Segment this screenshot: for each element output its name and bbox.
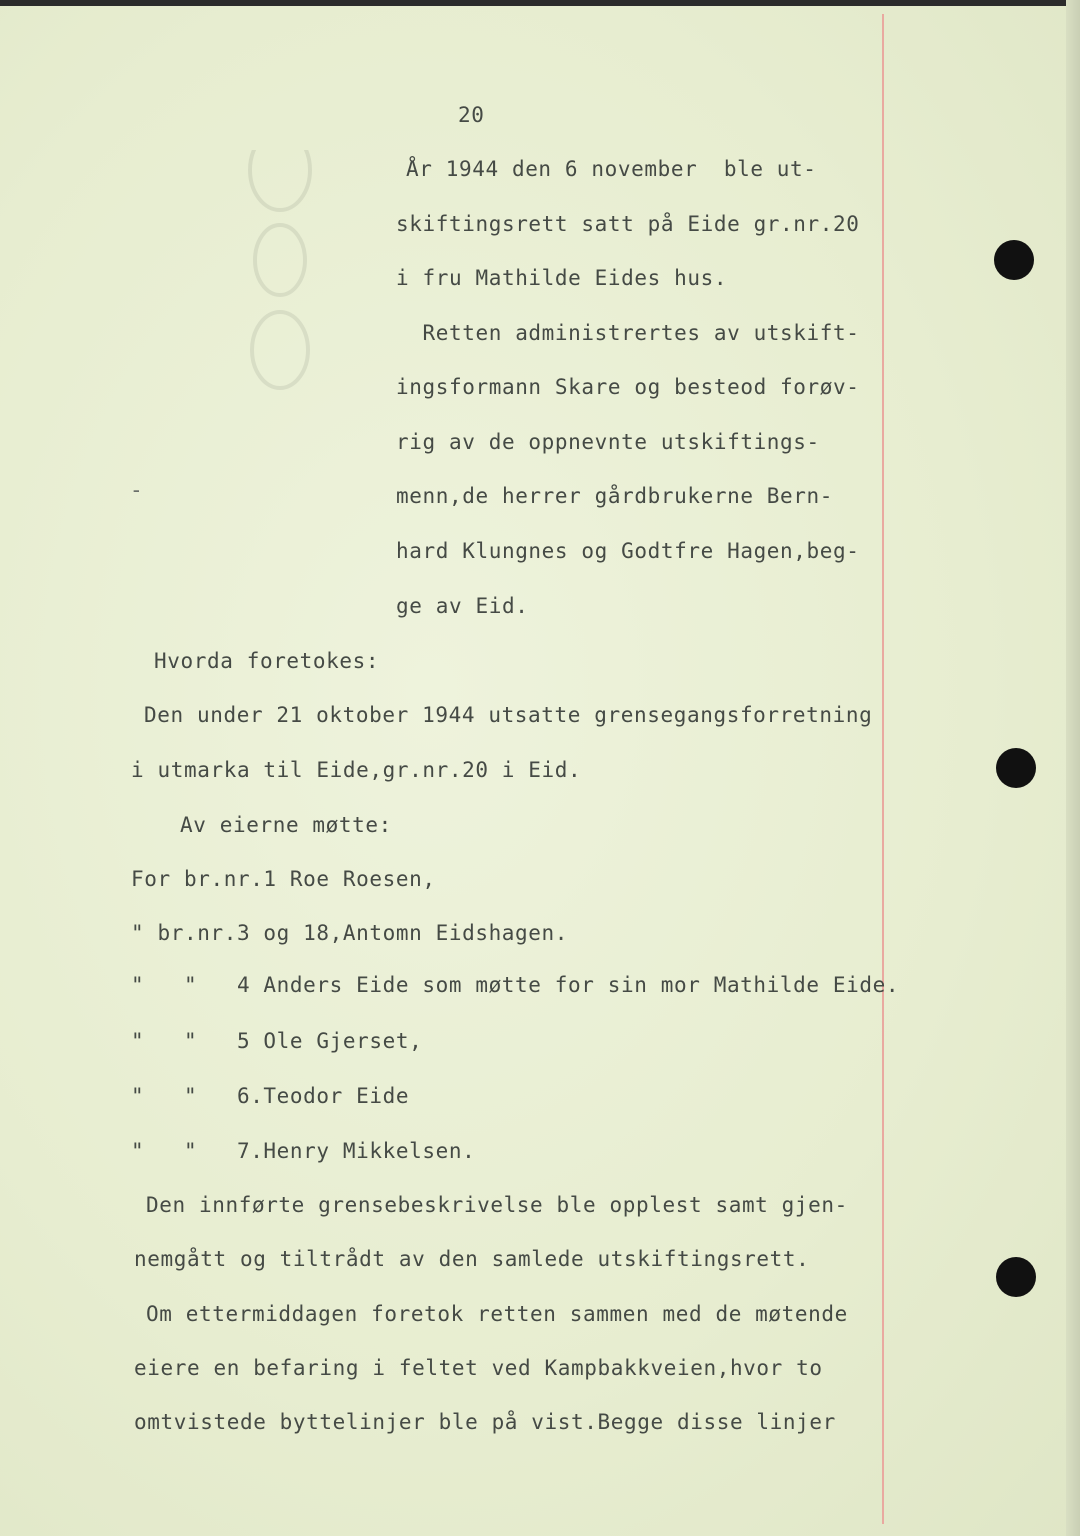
punch-hole-middle <box>996 748 1036 788</box>
red-margin-line <box>882 14 884 1524</box>
text-line: " " 7.Henry Mikkelsen. <box>131 1139 476 1163</box>
text-line: eiere en befaring i feltet ved Kampbakkveien,hvor to <box>134 1356 823 1380</box>
text-line: Den under 21 oktober 1944 utsatte grensegangsforretning <box>144 703 873 727</box>
text-line: " br.nr.3 og 18,Antomn Eidshagen. <box>131 921 569 945</box>
punch-hole-bottom <box>996 1257 1036 1297</box>
text-line: Av eierne møtte: <box>180 813 392 837</box>
page-number: 20 <box>458 103 485 127</box>
text-line: Den innførte grensebeskrivelse ble opplest samt gjen- <box>146 1193 848 1217</box>
text-line: skiftingsrett satt på Eide gr.nr.20 <box>396 212 860 236</box>
text-line: ge av Eid. <box>396 594 529 618</box>
text-line: hard Klungnes og Godtfre Hagen,beg- <box>396 539 860 563</box>
bleed-through-stamp <box>240 150 390 510</box>
margin-mark: - <box>130 478 143 502</box>
text-line: i fru Mathilde Eides hus. <box>396 266 728 290</box>
text-line: ingsformann Skare og besteod forøv- <box>396 375 860 399</box>
text-line: " " 6.Teodor Eide <box>131 1084 410 1108</box>
text-line: " " 4 Anders Eide som møtte for sin mor Mathilde Eide. <box>131 973 900 997</box>
text-line: omtvistede byttelinjer ble på vist.Begge disse linjer <box>134 1410 836 1434</box>
punch-hole-top <box>994 240 1034 280</box>
text-line: Retten administrertes av utskift- <box>396 321 860 345</box>
text-line: menn,de herrer gårdbrukerne Bern- <box>396 484 834 508</box>
text-line: nemgått og tiltrådt av den samlede utskiftingsrett. <box>134 1247 810 1271</box>
text-line: Hvorda foretokes: <box>154 649 380 673</box>
text-line: Om ettermiddagen foretok retten sammen med de møtende <box>146 1302 848 1326</box>
text-line: År 1944 den 6 november ble ut- <box>406 157 817 181</box>
scan-top-edge <box>0 0 1080 6</box>
text-line: rig av de oppnevnte utskiftings- <box>396 430 820 454</box>
scan-right-edge <box>1066 0 1080 1536</box>
text-line: " " 5 Ole Gjerset, <box>131 1029 423 1053</box>
text-line: i utmarka til Eide,gr.nr.20 i Eid. <box>131 758 582 782</box>
text-line: For br.nr.1 Roe Roesen, <box>131 867 436 891</box>
